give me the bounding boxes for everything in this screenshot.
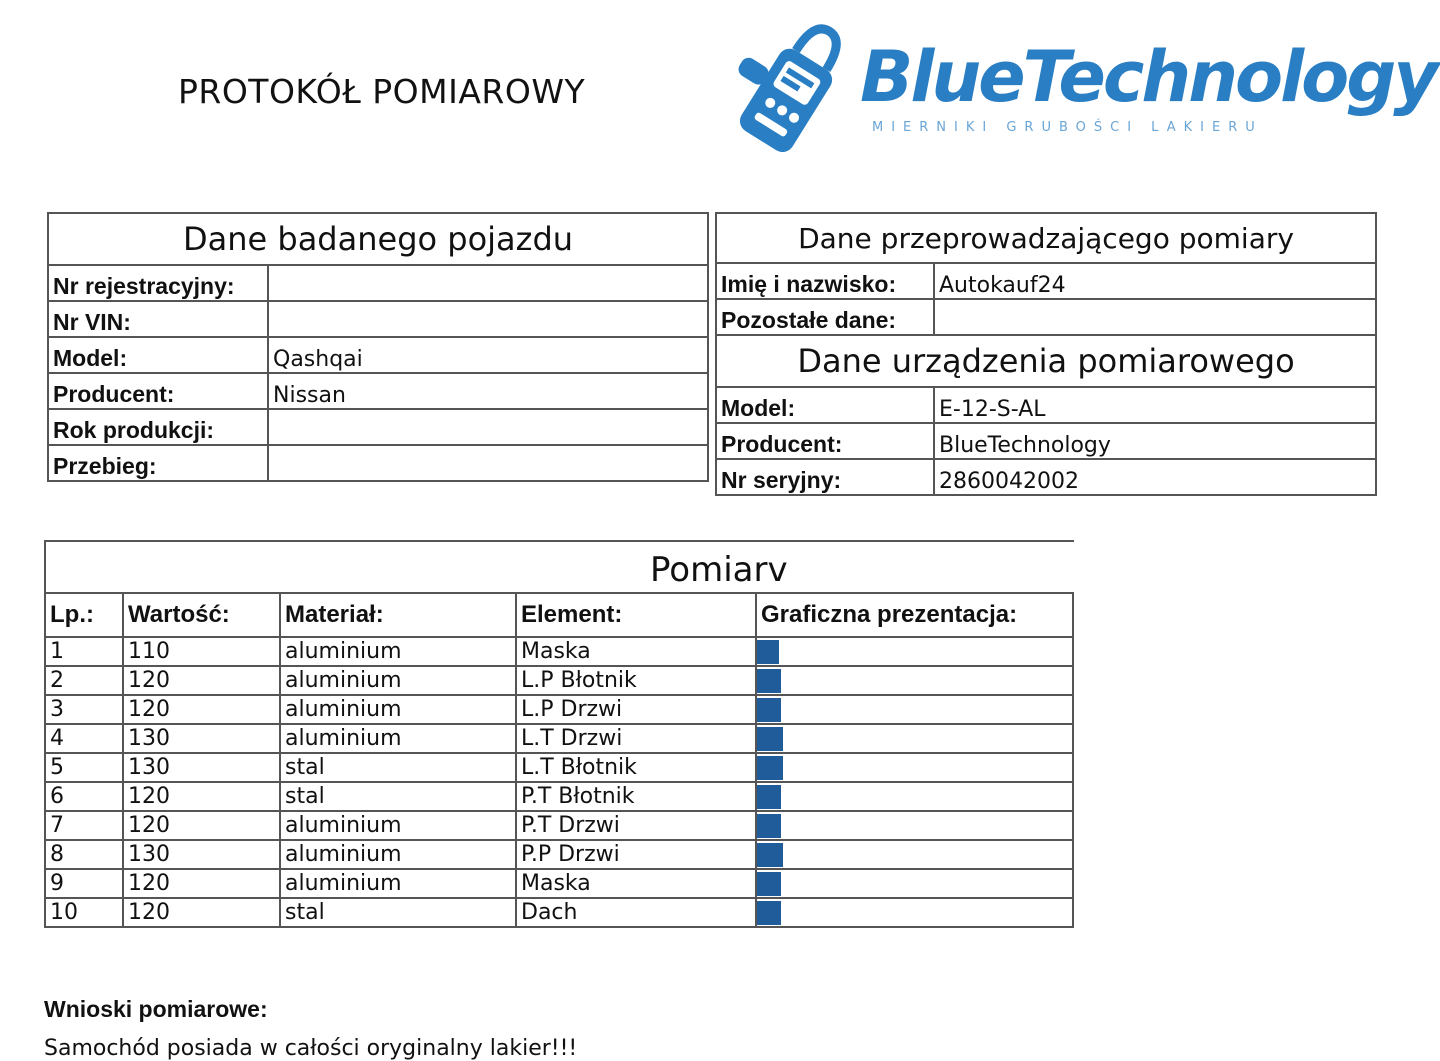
- measurement-bar: [757, 814, 781, 838]
- cell-lp: 10: [45, 898, 123, 927]
- table-row: [45, 695, 1073, 724]
- cell-element: P.P Drzwi: [516, 840, 756, 869]
- logo-wordmark: BlueTechnology: [860, 36, 1436, 118]
- field-label: Model:: [48, 337, 268, 373]
- field-value: [268, 409, 708, 445]
- field-label: Producent:: [716, 423, 934, 459]
- cell-lp: 4: [45, 724, 123, 753]
- column-header-graph: Graficzna prezentacja:: [756, 593, 1073, 637]
- cell-material: aluminium: [280, 724, 516, 753]
- device-heading: Dane urządzenia pomiarowego: [716, 335, 1376, 387]
- cell-element: L.P Błotnik: [516, 666, 756, 695]
- cell-graph: [756, 782, 1073, 811]
- cell-material: stal: [280, 898, 516, 927]
- operator-row: [716, 299, 1376, 335]
- cell-material: aluminium: [280, 869, 516, 898]
- cell-value: 130: [123, 840, 280, 869]
- field-value: BlueTechnology: [934, 423, 1376, 459]
- column-header-material: Materiał:: [280, 593, 516, 637]
- cell-material: stal: [280, 753, 516, 782]
- vehicle-row: [48, 337, 708, 373]
- cell-element: Maska: [516, 869, 756, 898]
- measurements-table: [44, 592, 1074, 928]
- cell-lp: 7: [45, 811, 123, 840]
- field-value: [268, 265, 708, 301]
- vehicle-row: [48, 301, 708, 337]
- measurement-bar: [757, 756, 783, 780]
- cell-element: L.P Drzwi: [516, 695, 756, 724]
- table-row: [45, 811, 1073, 840]
- field-label: Rok produkcji:: [48, 409, 268, 445]
- measurement-bar: [757, 843, 783, 867]
- measurements-heading: Pomiarv: [650, 550, 788, 590]
- vehicle-row: [48, 445, 708, 481]
- conclusions-label: Wnioski pomiarowe:: [44, 996, 268, 1022]
- cell-element: Maska: [516, 637, 756, 666]
- cell-graph: [756, 898, 1073, 927]
- brand-logo: [722, 14, 1436, 164]
- field-label: Model:: [716, 387, 934, 423]
- measurement-bar: [757, 727, 783, 751]
- vehicle-row: [48, 409, 708, 445]
- field-label: Pozostałe dane:: [716, 299, 934, 335]
- measurement-bar: [757, 785, 781, 809]
- operator-device-table: [715, 212, 1377, 496]
- vehicle-data-table: [47, 212, 709, 482]
- operator-row: [716, 263, 1376, 299]
- cell-graph: [756, 666, 1073, 695]
- cell-value: 120: [123, 695, 280, 724]
- cell-value: 110: [123, 637, 280, 666]
- cell-value: 130: [123, 724, 280, 753]
- field-label: Producent:: [48, 373, 268, 409]
- cell-lp: 2: [45, 666, 123, 695]
- device-row: [716, 387, 1376, 423]
- column-header-element: Element:: [516, 593, 756, 637]
- cell-value: 120: [123, 898, 280, 927]
- cell-graph: [756, 753, 1073, 782]
- field-value: [268, 445, 708, 481]
- vehicle-row: [48, 265, 708, 301]
- table-row: [45, 666, 1073, 695]
- operator-heading: Dane przeprowadzającego pomiary: [716, 213, 1376, 263]
- device-row: [716, 423, 1376, 459]
- field-label: Przebieg:: [48, 445, 268, 481]
- measurement-bar: [757, 698, 781, 722]
- field-value: Qashqai: [268, 337, 708, 373]
- cell-element: Dach: [516, 898, 756, 927]
- cell-value: 120: [123, 666, 280, 695]
- measurement-bar: [757, 901, 781, 925]
- field-value: [268, 301, 708, 337]
- cell-material: stal: [280, 782, 516, 811]
- vehicle-row: [48, 373, 708, 409]
- column-header-lp: Lp.:: [45, 593, 123, 637]
- field-value: [934, 299, 1376, 335]
- table-row: [45, 782, 1073, 811]
- conclusions-text: Samochód posiada w całości oryginalny lakier!!!: [44, 1036, 578, 1061]
- device-row: [716, 459, 1376, 495]
- measurement-bar: [757, 669, 781, 693]
- cell-material: aluminium: [280, 666, 516, 695]
- field-value: E-12-S-AL: [934, 387, 1376, 423]
- field-value: Autokauf24: [934, 263, 1376, 299]
- paint-gauge-icon: [722, 14, 857, 164]
- measurement-bar: [757, 872, 781, 896]
- measurements-heading-box: [44, 540, 1074, 594]
- field-value: Nissan: [268, 373, 708, 409]
- cell-lp: 9: [45, 869, 123, 898]
- table-row: [45, 724, 1073, 753]
- table-row: [45, 898, 1073, 927]
- cell-graph: [756, 869, 1073, 898]
- cell-graph: [756, 695, 1073, 724]
- column-header-value: Wartość:: [123, 593, 280, 637]
- field-label: Nr seryjny:: [716, 459, 934, 495]
- cell-element: L.T Drzwi: [516, 724, 756, 753]
- cell-material: aluminium: [280, 637, 516, 666]
- cell-lp: 1: [45, 637, 123, 666]
- vehicle-heading: Dane badanego pojazdu: [48, 213, 708, 265]
- cell-graph: [756, 811, 1073, 840]
- logo-tagline: MIERNIKI GRUBOŚCI LAKIERU: [872, 120, 1263, 135]
- table-row: [45, 840, 1073, 869]
- cell-material: aluminium: [280, 811, 516, 840]
- field-label: Nr VIN:: [48, 301, 268, 337]
- document-title: PROTOKÓŁ POMIAROWY: [178, 72, 586, 111]
- cell-graph: [756, 724, 1073, 753]
- cell-value: 120: [123, 869, 280, 898]
- cell-value: 130: [123, 753, 280, 782]
- cell-element: P.T Drzwi: [516, 811, 756, 840]
- cell-lp: 3: [45, 695, 123, 724]
- measurement-bar: [757, 640, 779, 664]
- cell-value: 120: [123, 811, 280, 840]
- cell-lp: 5: [45, 753, 123, 782]
- cell-material: aluminium: [280, 695, 516, 724]
- cell-graph: [756, 840, 1073, 869]
- cell-element: P.T Błotnik: [516, 782, 756, 811]
- field-label: Nr rejestracyjny:: [48, 265, 268, 301]
- cell-value: 120: [123, 782, 280, 811]
- cell-material: aluminium: [280, 840, 516, 869]
- cell-element: L.T Błotnik: [516, 753, 756, 782]
- field-value: 2860042002: [934, 459, 1376, 495]
- table-row: [45, 637, 1073, 666]
- table-row: [45, 869, 1073, 898]
- cell-graph: [756, 637, 1073, 666]
- field-label: Imię i nazwisko:: [716, 263, 934, 299]
- cell-lp: 8: [45, 840, 123, 869]
- table-row: [45, 753, 1073, 782]
- cell-lp: 6: [45, 782, 123, 811]
